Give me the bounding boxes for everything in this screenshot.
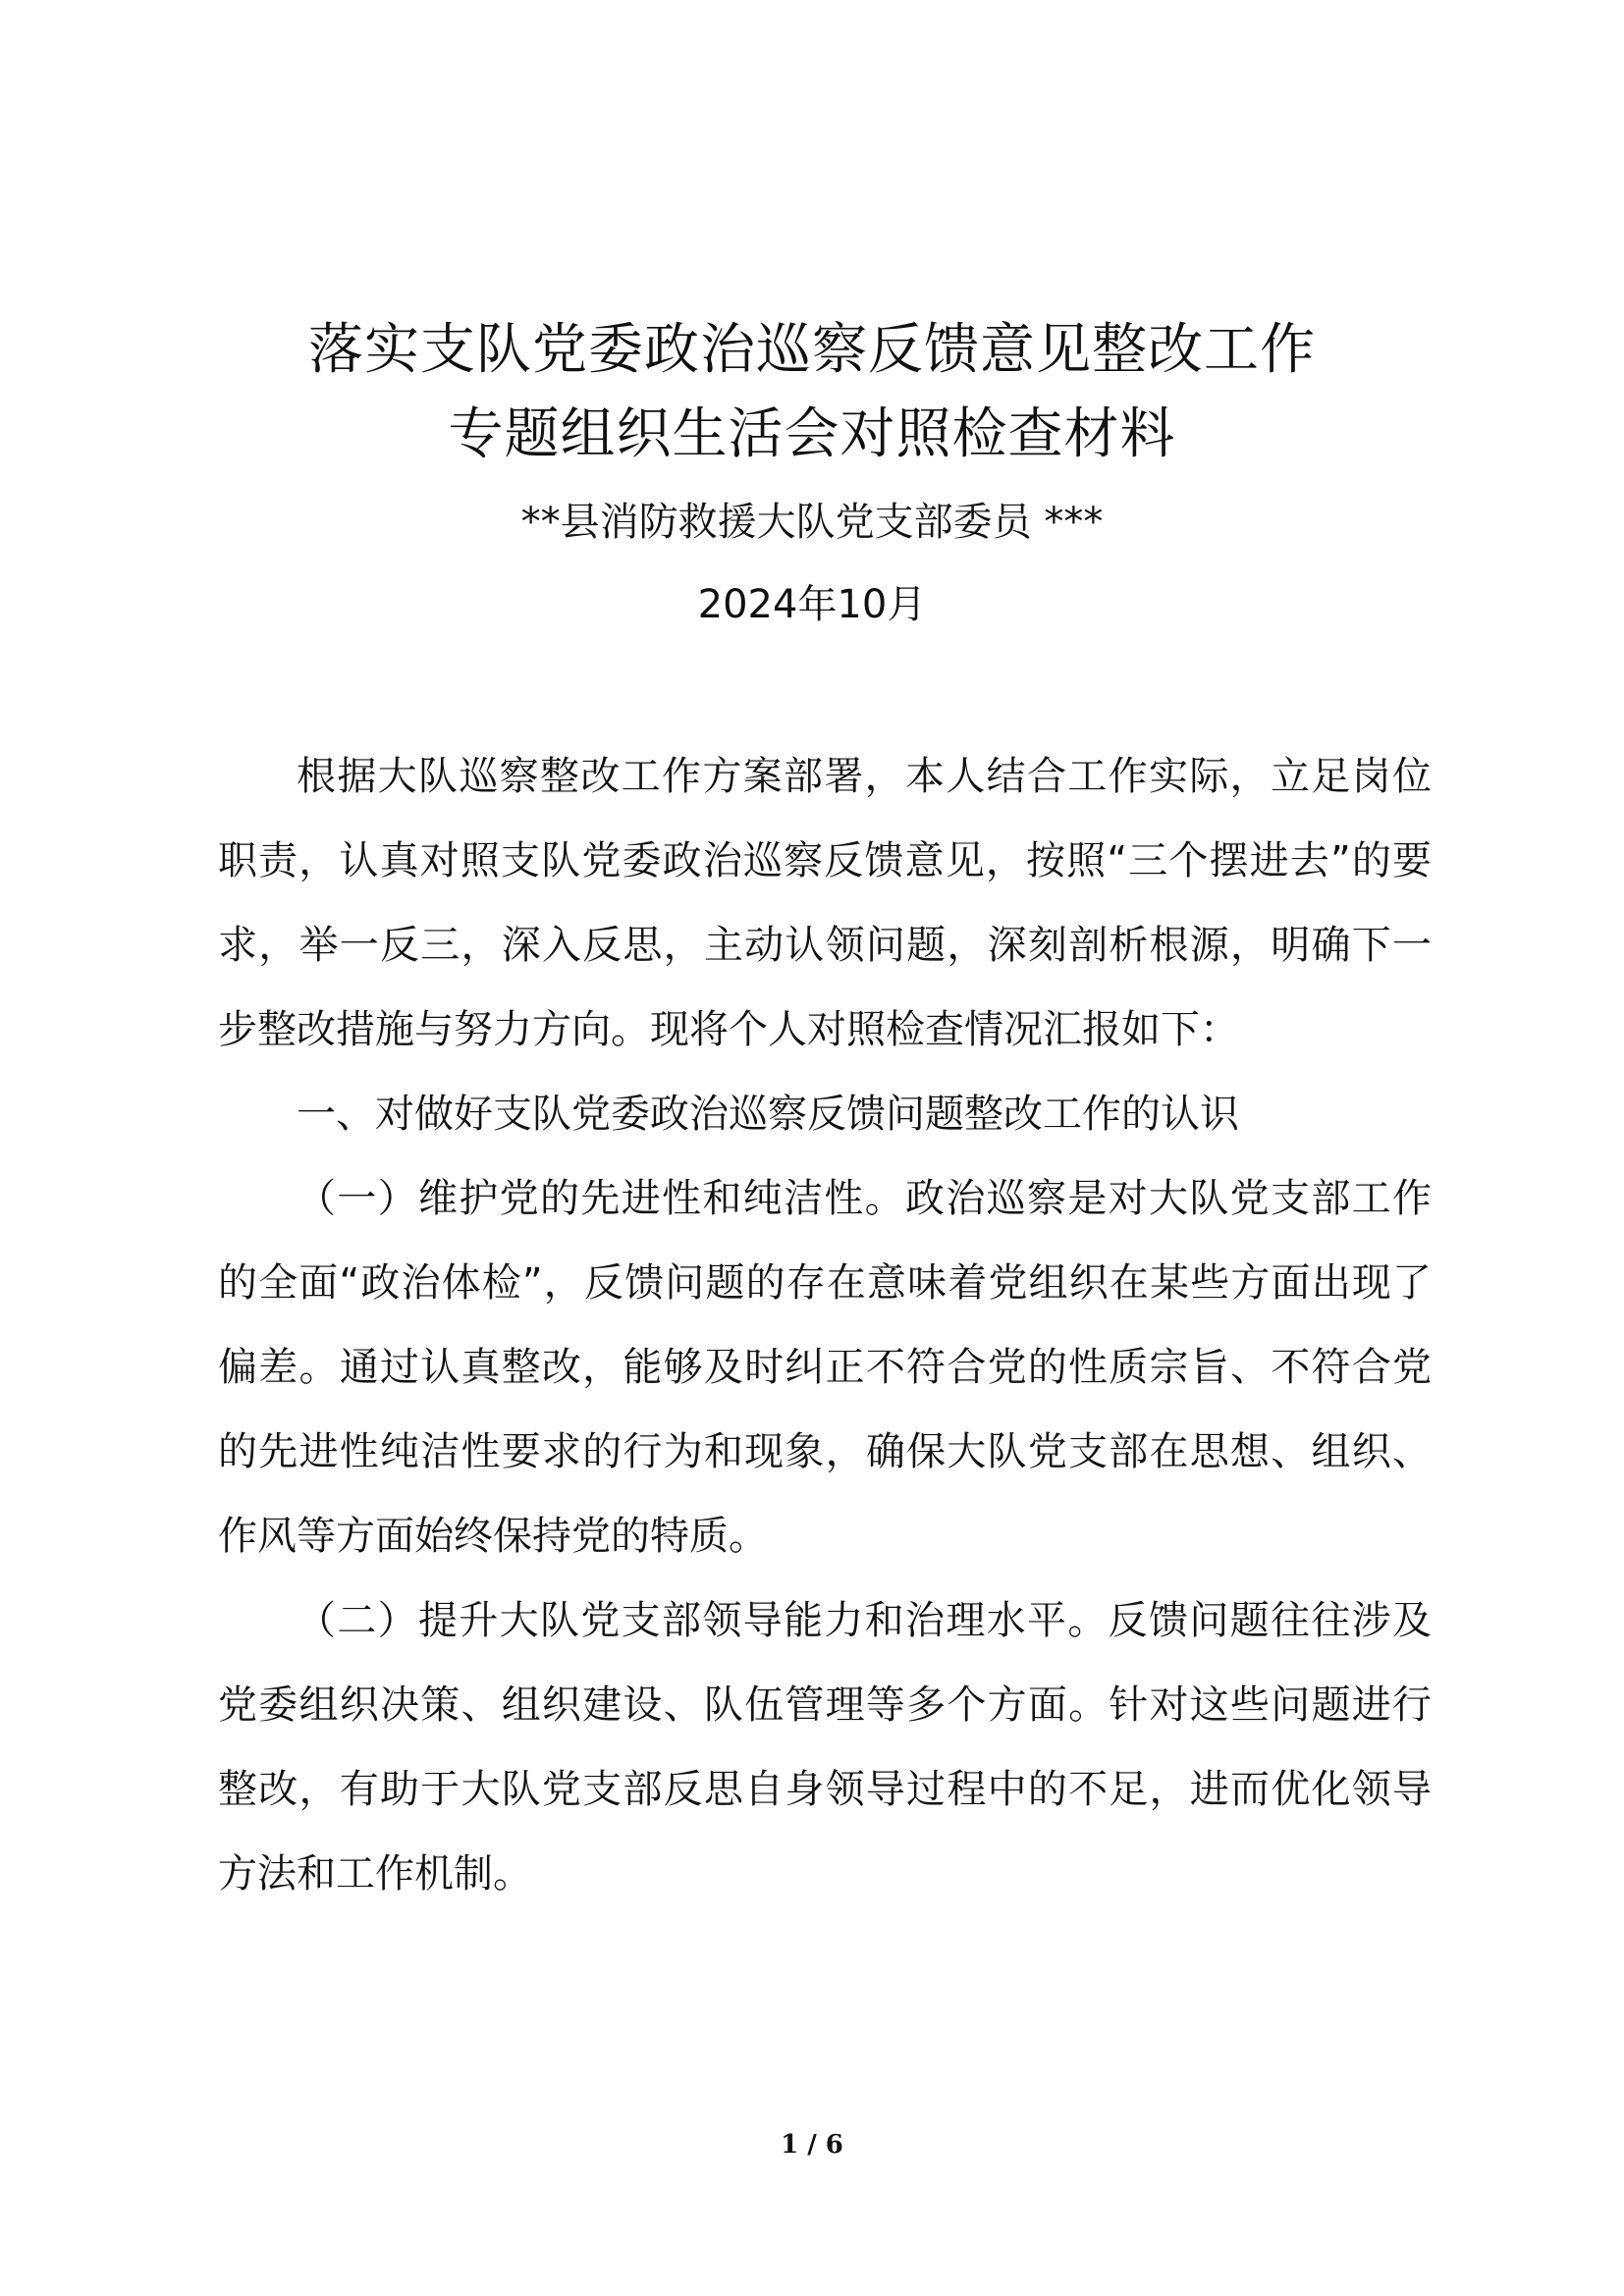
document-body: [218, 734, 1432, 1916]
page-indicator: 1 / 6: [781, 2130, 843, 2160]
document-date: 2024年10月: [697, 582, 927, 627]
document-title-line1: 落实支队党委政治巡察反馈意见整改工作: [308, 318, 1316, 382]
section-heading-1: 一、对做好支队党委政治巡察反馈问题整改工作的认识: [297, 1092, 1239, 1137]
subsection-paragraph-1: （一）维护党的先进性和纯洁性。政治巡察是对大队党支部工作的全面“政治体检”，反馈问题的存在意味着党组织在某些方面出现了偏差。通过认真整改，能够及时纠正不符合党的性质宗旨、不符合党的先进性纯洁性要求的行为和现象，确保大队党支部在思想、组织、作风等方面始终保持党的特质。: [218, 1176, 1432, 1559]
document-title-line2: 专题组织生活会对照检查材料: [448, 402, 1176, 466]
intro-paragraph: 根据大队巡察整改工作方案部署，本人结合工作实际，立足岗位职责，认真对照支队党委政治巡察反馈意见，按照“三个摆进去”的要求，举一反三，深入反思，主动认领问题，深刻剖析根源，明确下一步整改措施与努力方向。现将个人对照检查情况汇报如下：: [218, 754, 1432, 1052]
document-author: **县消防救援大队党支部委员 ***: [520, 500, 1104, 545]
subsection-paragraph-2: （二）提升大队党支部领导能力和治理水平。反馈问题往往涉及党委组织决策、组织建设、队伍管理等多个方面。针对这些问题进行整改，有助于大队党支部反思自身领导过程中的不足，进而优化领导方法和工作机制。: [218, 1598, 1432, 1896]
